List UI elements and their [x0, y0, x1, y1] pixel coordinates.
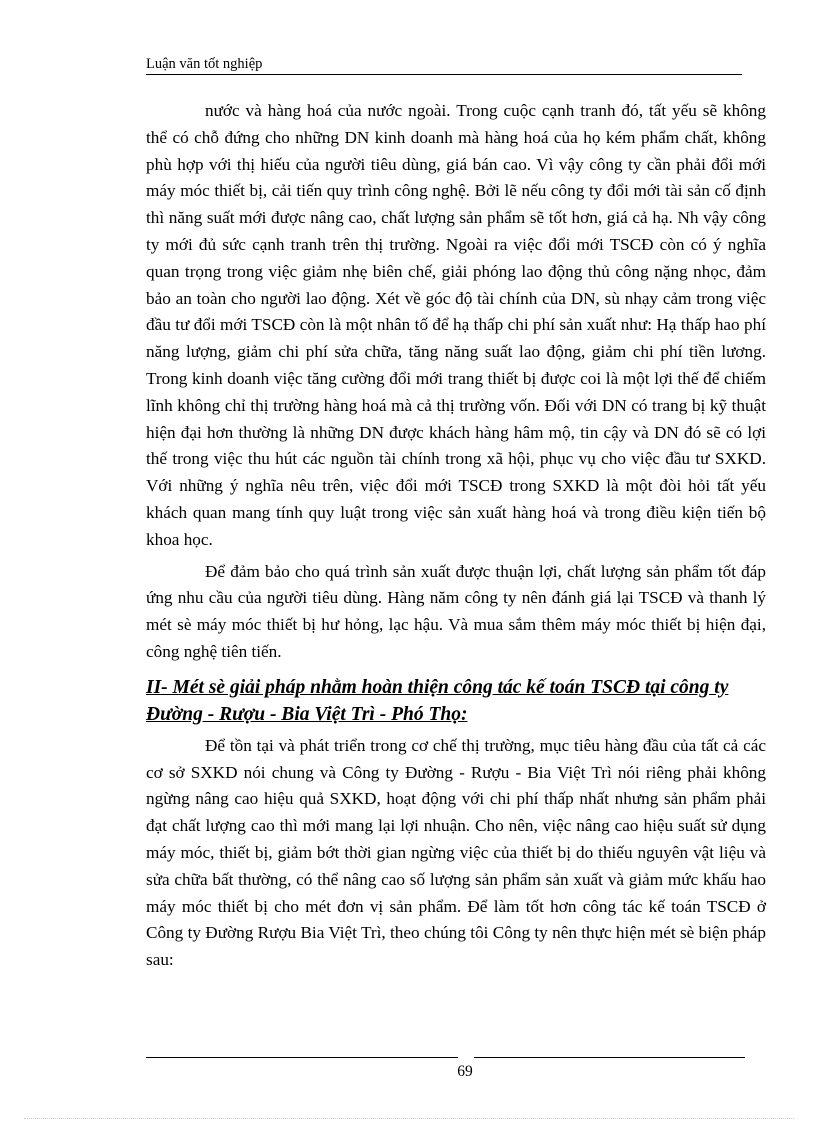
paragraph-1: nước và hàng hoá của nước ngoài. Trong cuộc cạnh tranh đó, tất yếu sẽ không thể có chỗ đứng cho những DN kinh doanh mà hàng hoá của họ kém phẩm chất, không phù hợp với thị hiếu của người tiêu dùng, giá bán cao. Vì vậy công ty cần phải đổi mới máy móc thiết bị, cải tiến quy trình công nghệ. Bởi lẽ nếu công ty đổi mới tài sản cố định thì năng suất mới được nâng cao, chất lượng sản phẩm sẽ tốt hơn, giá cả hạ. Nh vậy công ty mới đủ sức cạnh tranh trên thị trường. Ngoài ra việc đổi mới TSCĐ còn có ý nghĩa quan trọng trong việc giảm nhẹ biên chế, giải phóng lao động thủ công nặng nhọc, đảm bảo an toàn cho người lao động. Xét về góc độ tài chính của DN, sù nhạy cảm trong việc đầu tư đổi mới TSCĐ còn là một nhân tố để hạ thấp chi phí sản xuất như: Hạ thấp hao phí năng lượng, giảm chi phí sửa chữa, tăng năng suất lao động, giảm chi phí tiền lương. Trong kinh doanh việc tăng cường đổi mới trang thiết bị được coi là một lợi thế để chiếm lĩnh không chỉ thị trường hàng hoá mà cả thị trường vốn. Đối với DN có trang bị kỹ thuật hiện đại hơn thường là những DN được khách hàng hâm mộ, tin cậy và DN đó sẽ có lợi thế trong việc thu hút các nguồn tài chính trong xã hội, phục vụ cho việc đầu tư SXKD. Với những ý nghĩa nêu trên, việc đổi mới TSCĐ trong SXKD là một đòi hỏi tất yếu khách quan mang tính quy luật trong việc sản xuất hàng hoá và trong điều kiện tiến bộ khoa học.	[146, 101, 766, 549]
footer-rule-right	[474, 1057, 745, 1058]
paragraph-2: Để đảm bảo cho quá trình sản xuất được thuận lợi, chất lượng sản phẩm tốt đáp ứng nhu cầu của người tiêu dùng. Hàng năm công ty nên đánh giá lại TSCĐ và thanh lý mét sè máy móc thiết bị hư hỏng, lạc hậu. Và mua sắm thêm máy móc thiết bị hiện đại, công nghệ tiên tiến.	[146, 561, 766, 661]
paragraph-3: Để tồn tại và phát triển trong cơ chế thị trường, mục tiêu hàng đầu của tất cả các cơ sở SXKD nói chung và Công ty Đường - Rượu - Bia Việt Trì nói riêng phải không ngừng nâng cao hiệu quả SXKD, hoạt động với chi phí thấp nhất nhưng sản phẩm phải đạt chất lượng cao thì mới mang lại lợi nhuận. Cho nên, việc nâng cao hiệu suất sử dụng máy móc, thiết bị, giảm bớt thời gian ngừng việc của thiết bị do thiếu nguyên vật liệu và sửa chữa bất thường, có thể nâng cao số lượng sản phẩm sản xuất và giảm mức khấu hao máy móc thiết bị cho mét đơn vị sản phẩm. Để làm tốt hơn công tác kế toán TSCĐ ở Công ty Đường Rượu Bia Việt Trì, theo chúng tôi Công ty nên thực hiện mét sè biện pháp sau:	[146, 735, 766, 970]
page-edge	[24, 1118, 794, 1119]
header-title: Luận văn tốt nghiệp	[146, 56, 263, 72]
header-rule	[146, 74, 742, 75]
document-body	[146, 98, 766, 974]
page-number: 69	[457, 1063, 473, 1080]
page-header	[146, 54, 742, 76]
section-heading: II- Mét sè giải pháp nhằm hoàn thiện công tác kế toán TSCĐ tại công ty Đường - Rượu - Bia Việt Trì - Phó Thọ:	[146, 676, 729, 725]
footer-rule-left	[146, 1057, 458, 1058]
